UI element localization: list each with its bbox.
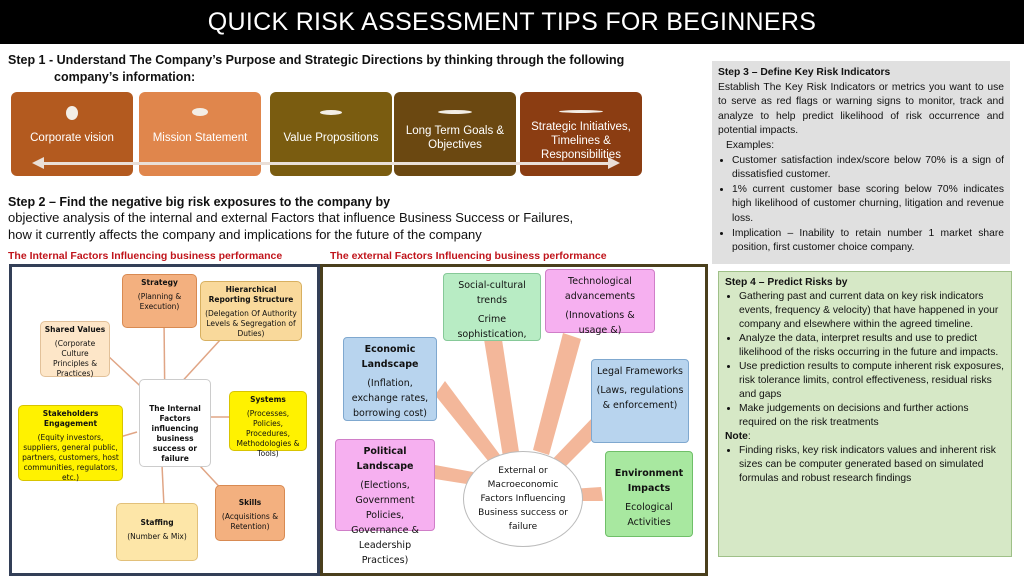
external-economic-box: Economic Landscape (Inflation, exchange rates, borrowing cost) [343,337,437,421]
step3-examples-list [718,154,1004,256]
step4-panel [718,271,1012,557]
list-item: • Make judgements on decisions and further actions required on the risk treatments [739,402,1005,430]
step4-list [725,290,1005,430]
step3-panel [712,61,1010,264]
step2-body-line2: how it currently affects the company and implications for the future of the company [8,226,482,242]
page-title: QUICK RISK ASSESSMENT TIPS FOR BEGINNERS [207,7,817,36]
step4-note-label: Note: [725,431,751,442]
internal-stakeholders-box: Stakeholders Engagement (Equity investors, suppliers, general public, partners, customers, host communities, regulators, etc.) [18,405,123,481]
internal-center-box: The Internal Factors influencing business success or failure [139,379,211,467]
internal-factors-label: The Internal Factors Influencing business performance [8,250,283,262]
step1-item-value-propositions: Value Propositions [270,92,392,176]
list-item: • Use prediction results to compute inherent risk exposures, risk tolerance limits, control effectiveness, residual risks and gaps [739,360,1005,402]
dot-icon [559,110,603,113]
dot-icon [438,110,472,114]
list-item: • Analyze the data, interpret results and use to predict likelihood of the risks occurring in the future and impacts. [739,332,1005,360]
list-item: • Finding risks, key risk indicators values and inherent risk sizes can be computer generated based on simulated formulas and robust research findings [739,444,1005,486]
step2-heading: Step 2 – Find the negative big risk exposures to the company by [8,195,391,209]
list-item: • Gathering past and current data on key risk indicators events, frequency & velocity) that have happened in your company and elsewhere within the agreed timeline. [739,290,1005,332]
dot-icon [192,108,208,116]
list-item: • Implication – Inability to retain number 1 market share position, first customer choice company. [732,227,1004,256]
step1-item-mission-statement: Mission Statement [139,92,261,176]
step1-item-corporate-vision: Corporate vision [11,92,133,176]
dot-icon [320,110,342,115]
step4-heading: Step 4 – Predict Risks by [725,277,848,288]
arrow-right-icon [608,157,620,169]
list-item: • Customer satisfaction index/score below 70% is a sign of dissatisfied customer. [732,154,1004,183]
dot-icon [66,106,78,120]
step1-line2: company’s information: [54,70,196,84]
external-environment-box: Environment Impacts Ecological Activities [605,451,693,537]
page-title-bar [0,0,1024,44]
step2-block [8,194,698,243]
internal-systems-box: Systems (Processes, Policies, Procedures, Methodologies & Tools) [229,391,307,451]
double-arrow-line [40,162,610,165]
step1-item-long-term-goals: Long Term Goals & Objectives [394,92,516,176]
external-factors-label: The external Factors Influencing business performance [330,250,607,262]
step1-item-strategic-initiatives: Strategic Initiatives, Timelines & Responsibilities [520,92,642,176]
internal-skills-box: Skills (Acquisitions & Retention) [215,485,285,541]
internal-shared-values-box: Shared Values (Corporate Culture Principles & Practices) [40,321,110,377]
step3-examples-label: Examples: [726,139,775,151]
external-center-circle: External or Macroeconomic Factors Influencing Business success or failure [463,451,583,547]
external-factors-panel [320,264,708,576]
external-political-box: Political Landscape (Elections, Government Policies, Governance & Leadership Practices) [335,439,435,531]
step1-heading [8,52,698,86]
internal-staffing-box: Staffing (Number & Mix) [116,503,198,561]
step4-notes-list [725,444,1005,486]
internal-hierarchical-box: Hierarchical Reporting Structure (Delegation Of Authority Levels & Segregation of Duties) [200,281,302,341]
step3-heading: Step 3 – Define Key Risk Indicators [718,67,891,78]
step2-body-line1: objective analysis of the internal and external Factors that influence Business Success or Failures, [8,210,574,225]
external-tech-box: Technological advancements (Innovations & usage &) [545,269,655,333]
list-item: • 1% current customer base scoring below 70% indicates high likelihood of customer churning, litigation and revenue loss. [732,183,1004,227]
internal-factors-panel [9,264,320,576]
external-social-box: Social-cultural trends Crime sophistication, [443,273,541,341]
step3-body: Establish The Key Risk Indicators or metrics you want to use to serve as red flags or warning signs to monitor, track and analyze to help predict likelihood of risk occurrence and potential impacts. [718,81,1004,137]
step1-line1: Step 1 - Understand The Company’s Purpose and Strategic Directions by thinking through the following [8,53,625,67]
external-legal-box: Legal Frameworks (Laws, regulations & enforcement) [591,359,689,443]
internal-strategy-box: Strategy (Planning & Execution) [122,274,197,328]
